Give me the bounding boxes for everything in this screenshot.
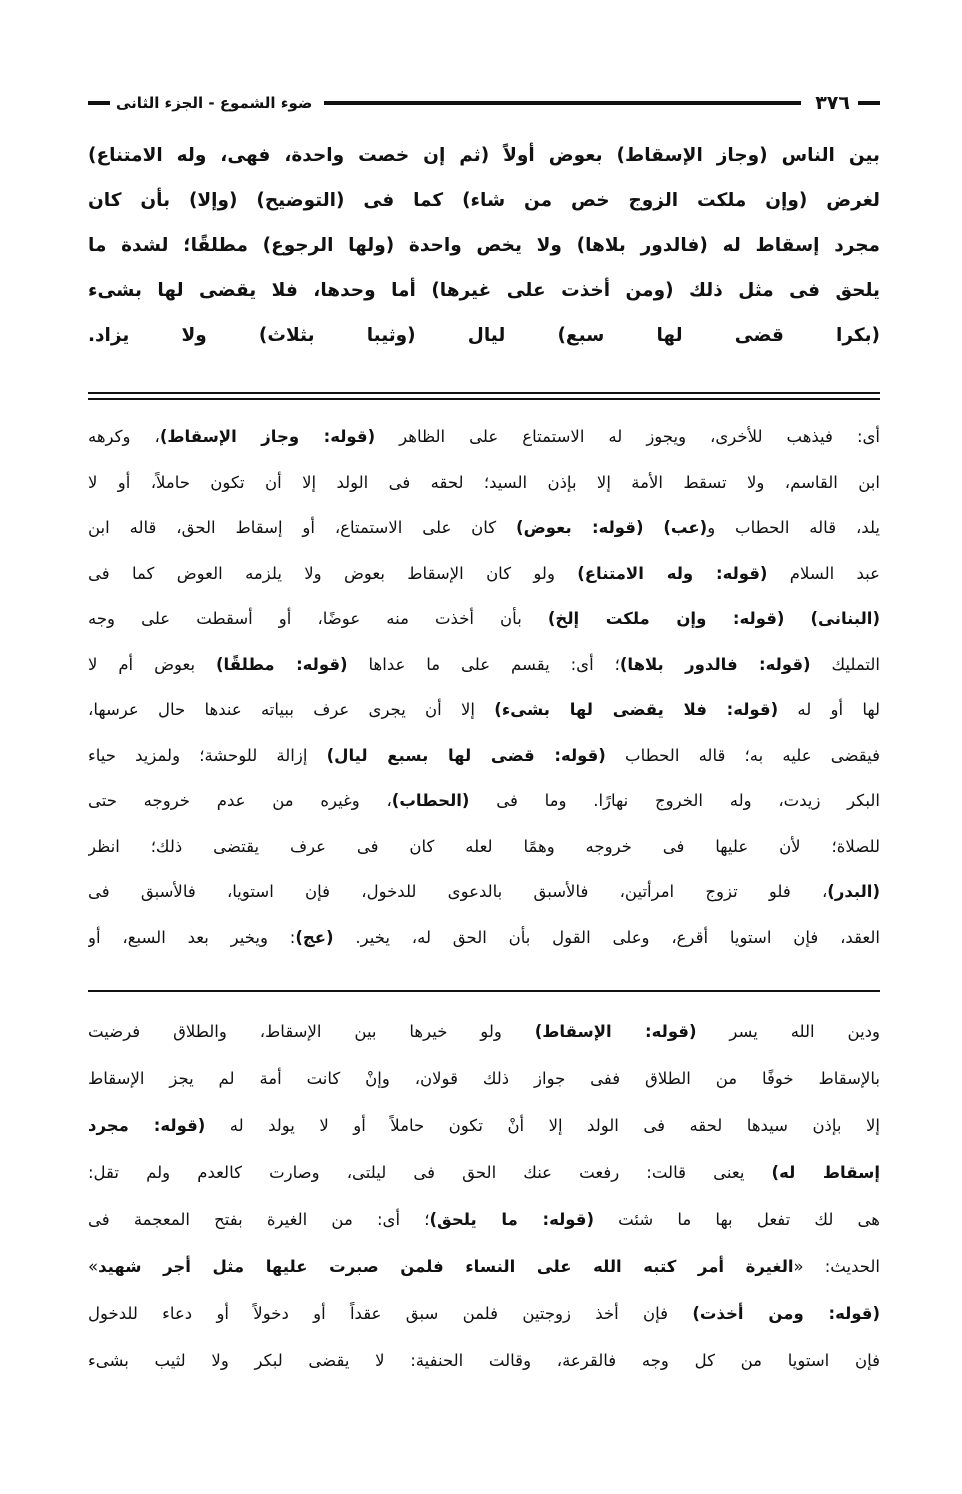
bold-quote: (قوله: ما يلحق) [429,1210,594,1229]
bold-quote: (قوله: وإن ملكت إلخ) [547,609,785,628]
bold-quote: (قوله: وله الامتناع) [577,563,768,583]
text-segment: » [88,1257,99,1276]
text-segment: فإن أخذ زوجتين فلمن سبق عقداً أو دخولاً أو دعاء للدخول [88,1304,693,1323]
text-line [88,687,880,733]
text-line [88,133,880,178]
text-line [88,642,880,688]
text-segment: ودين الله يسر [696,1022,880,1041]
bold-quote: (قوله: وجاز الإسقاط) [159,427,376,446]
text-line [88,313,880,358]
text-segment: إزالة للوحشة؛ ولمزيد حياء [88,745,327,765]
text-line [88,824,880,870]
text-segment: (بكرا قضى لها سبع) ليال (وثيبا بثلاث) ولا يزاد. [88,325,880,346]
text-line [88,1337,880,1384]
bold-quote: (البدر) [827,882,880,901]
header-dash [88,101,110,105]
text-segment: التمليك [810,654,880,674]
bold-quote: (قوله: قضى لها بسبع ليال) [326,745,606,765]
double-rule-bottom [88,398,880,400]
bold-quote: (قوله: بعوض) [516,518,644,537]
text-segment: عبد السلام [767,563,880,583]
text-line [88,1243,880,1290]
text-segment: فإن استويا من كل وجه فالقرعة، وقالت الحنفية: لا يقضى لبكر ولا لثيب بشىء [88,1351,880,1370]
text-segment: يلد، قاله الحطاب و [707,518,880,537]
text-line [88,778,880,824]
text-segment: بعوض أم لا [88,654,217,674]
header-dash [858,101,880,105]
text-segment: ، وغيره من عدم خروجه حتى [88,791,392,810]
text-segment: إلا بإذن سيدها لحقه فى الولد إلا أنْ تكون حاملاً أو لا يولد له [205,1116,880,1135]
commentary-upper [88,414,880,960]
text-segment [784,609,810,628]
bold-quote: (البنانى) [810,609,880,628]
bold-quote: (قوله: ومن أخذت) [692,1304,880,1323]
text-line [88,1196,880,1243]
text-line [88,1149,880,1196]
bold-quote: (عج) [295,927,334,947]
text-line [88,915,880,961]
text-segment: مجرد إسقاط له (فالدور بلاها) ولا يخص واحدة (ولها الرجوع) مطلقًا؛ لشدة ما [88,235,880,256]
text-line [88,268,880,313]
bold-quote: (الحطاب) [391,791,470,810]
text-line [88,733,880,779]
text-segment: يلحق فى مثل ذلك (ومن أخذت على غيرها) أما وحدها، فلا يقضى لها بشىء [88,280,880,301]
book-title: ضوء الشموع - الجزء الثانى [116,94,313,112]
bold-quote: (قوله: مطلقًا) [216,654,348,674]
text-segment: ؛ أى: يقسم على ما عداها [347,654,620,674]
text-segment: العقد، فإن استويا أقرع، وعلى القول بأن الحق له، يخير. [333,927,880,947]
main-text [88,133,880,358]
bold-quote: (قوله: فالدور بلاها) [619,654,811,674]
text-line [88,414,880,460]
bold-quote: (عب) [663,518,708,537]
text-line [88,1055,880,1102]
text-line [88,505,880,551]
text-line [88,596,880,642]
text-line [88,869,880,915]
bold-quote: إسقاط له) [771,1163,880,1182]
text-segment: أى: فيذهب للأخرى، ويجوز له الاستمتاع على الظاهر [375,427,880,446]
text-segment: يعنى قالت: رفعت عنك الحق فى ليلتى، وصارت كالعدم ولم تقل: [88,1163,772,1182]
header-rule [324,101,801,105]
text-segment: لها أو له [778,700,880,719]
text-segment: ؛ أى: من الغيرة بفتح المعجمة فى [88,1210,430,1229]
text-segment: ولو كان الإسقاط بعوض ولا يلزمه العوض كما فى [88,563,578,583]
text-segment: البكر زيدت، وله الخروج نهارًا. وما فى [469,791,880,810]
text-segment: بين الناس (وجاز الإسقاط) بعوض أولاً (ثم إن خصت واحدة، فهى، وله الامتناع) [88,145,880,166]
text-line [88,1102,880,1149]
page-number: ٣٧٦ [815,92,850,114]
bold-quote: (قوله: فلا يقضى لها بشىء) [494,700,779,719]
bold-quote: (قوله: مجرد [88,1116,206,1135]
text-segment: هى لك تفعل بها ما شئت [594,1210,880,1229]
text-segment: بأن أخذت منه عوضًا، أو أسقطت على وجه [88,609,548,628]
text-segment: بالإسقاط خوفًا من الطلاق ففى جواز ذلك قولان، وإنْ كانت أمة لم يجز الإسقاط [88,1069,880,1088]
separator-rule [88,990,880,992]
text-segment: الحديث: « [793,1257,880,1276]
commentary-lower [88,1008,880,1384]
text-line [88,460,880,506]
text-segment: ، وكرهه [88,427,160,446]
text-segment: كان على الاستمتاع، أو إسقاط الحق، قاله ابن [88,518,517,537]
text-segment: فيقضى عليه به؛ قاله الحطاب [605,745,880,765]
bold-quote: (قوله: الإسقاط) [534,1022,697,1041]
text-segment: ، فلو تزوج امرأتين، فالأسبق بالدعوى للدخول، فإن استويا، فالأسبق فى [88,882,828,901]
text-line [88,1008,880,1055]
double-rule-top [88,392,880,394]
text-segment: لغرض (وإن ملكت الزوج خص من شاء) كما فى (التوضيح) (وإلا) بأن كان [88,190,880,211]
bold-quote: الغيرة أمر كتبه الله على النساء فلمن صبرت عليها مثل أجر شهيد [98,1257,794,1276]
text-line [88,1290,880,1337]
text-segment: إلا أن يجرى عرف ببياته عندها حال عرسها، [88,700,495,719]
running-header [88,88,880,118]
text-line [88,551,880,597]
text-line [88,223,880,268]
text-segment [644,518,664,537]
text-segment: : ويخير بعد السبع، أو [88,927,296,947]
text-segment: للصلاة؛ لأن عليها فى خروجه وهمًا لعله كان فى عرف يقتضى ذلك؛ انظر [88,836,880,856]
text-line [88,178,880,223]
text-segment: ابن القاسم، ولا تسقط الأمة إلا بإذن السيد؛ لحقه فى الولد إلا أن تكون حاملاً، أو لا [88,472,880,492]
text-segment: ولو خيرها بين الإسقاط، والطلاق فرضيت [88,1022,535,1041]
